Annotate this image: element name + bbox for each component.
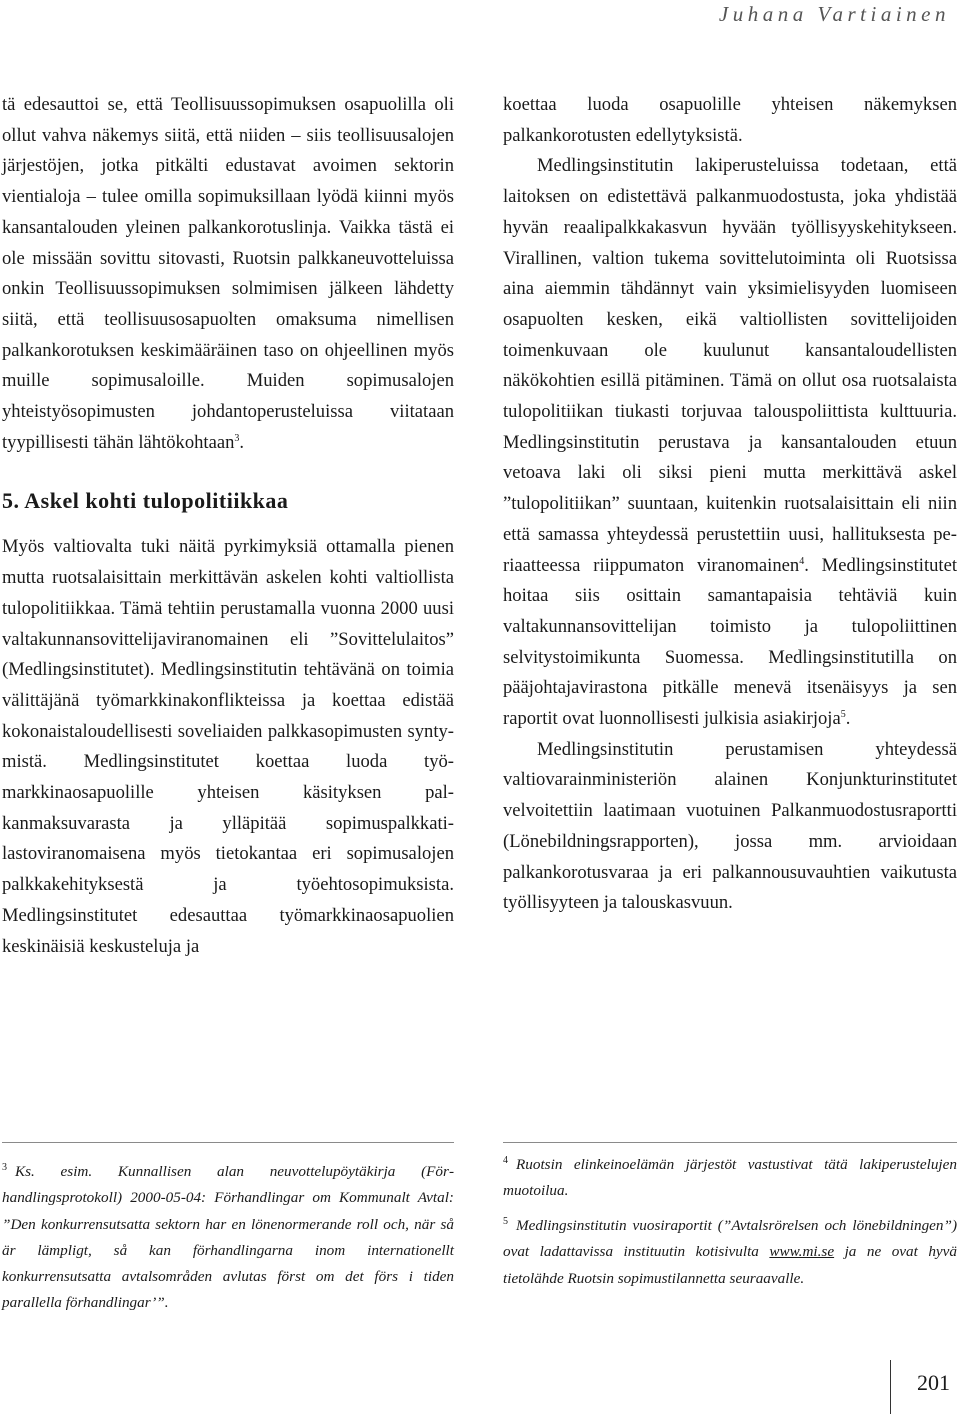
page-number-divider xyxy=(890,1360,891,1414)
paragraph: koettaa luoda osapuolille yhteisen näkemyksen palkankorotusten edellytyksistä. xyxy=(503,94,957,146)
right-column xyxy=(503,90,957,919)
footnote-5 xyxy=(503,1213,957,1292)
paragraph: Medlingsinstitutin perustamisen yhteydessä valtiovarainministeriön alainen Konjunkturinstitutet velvoitettiin laatimaan vuotuinen Palkanmuodostusraportti (Lönebildningsrapporten), jossa mm. arvioidaan palkankorotusvaraa ja eri palkannousuvauhtien vaikutusta työllisyyteen ja talouskasvuun. xyxy=(503,738,957,914)
period: . xyxy=(845,708,851,730)
paragraph-text: tä edesauttoi se, että Teollisuussopimuksen osapuolilla oli ollut vahva näkemys siitä, että niiden – siis teollisuusalojen järjestöjen, jotka pitkälti edustavat avoimen sektorin vientialoja – tulee omilla sopimuksillaan lyödä kiinni myös kansantalouden yleinen palkankorotuslinja. Vaikka tästä ei ole missään sovittu sitovasti, Ruotsin palkkaneuvotteluissa onkin Teollisuussopimuksen solmimisen jälkeen lähdetty siitä, että teollisuusosapuolten omaksuma nimellisen palkankorotuksen keskimääräinen taso on ohjeellinen myös muille sopimusaloille. Muiden sopimusalojen yhteistyösopimusten johdantoperusteluissa viitataan tyypillisesti tähän lähtökohtaan xyxy=(2,94,454,453)
footnote-divider xyxy=(503,1142,957,1143)
footnote-number: 4 xyxy=(503,1155,508,1166)
footnote-text: Medlingsinstitutin vuosiraportit (”Avtalsrörelsen och lönebildningen”) ovat ladattavissa instituutin kotisivulta xyxy=(503,1217,957,1261)
section-heading: 5. Askel kohti tulopolitiikkaa xyxy=(2,488,289,514)
footnote-text: Ks. esim. Kunnallisen alan neuvottelupöytäkirja (Förhandlingsprotokoll) 2000-05-04: Förhandlingar om Kommunalt Avtal: ”Den konkurrensutsatta sektorn har en lönenormerande roll och, när så är lämpligt, så kan förhandlingarna inom internationellt konkurrensutsatta avtalsområden avlutas först om det förs i tiden parallella förhandlingar’”. xyxy=(2,1163,454,1312)
footnote-ref-4[interactable]: 4 xyxy=(799,555,805,567)
footnote-divider xyxy=(2,1142,454,1143)
running-head: Juhana Vartiainen xyxy=(718,2,950,26)
paragraph-text: Medlingsinstitutin lakiperusteluissa todetaan, että laitoksen on edistettävä palkanmuodostusta, joka yhdistää hyvän reaalipalkkakasvun hyvään työllisyyskehitykseen. Virallinen, valtion tukema sovittelutoiminta oli Ruotsissa aina aiemmin tähdännyt vain yksimielisyyden luomiseen osapuolten kesken, eikä valtiollisten sovittelijoiden toimenkuvaan ole kuulunut kansantaloudellisten näkökohtien esillä pitäminen. Tämä on ollut osa ruotsalaista tulopolitiikan tiukasti torjuvaa talouspoliittista kulttuuria. Medlingsinstitutin perustava ja kansantalouden etuun vetoava laki oli siksi pieni mutta merkittävä askel ”tulopolitiikan” suuntaan, kuitenkin ruotsalaisittain eli niin että samassa yhteydessä perustettiin uusi, hallituksesta periaatteessa riippumaton viranomainen xyxy=(503,155,957,576)
footnote-text: Ruotsin elinkeinoelämän järjestöt vastustivat tätä lakiperustelujen muotoilua. xyxy=(503,1156,957,1200)
page-number: 201 xyxy=(917,1370,950,1395)
footnote-number: 3 xyxy=(2,1162,7,1173)
footnote-4 xyxy=(503,1152,957,1205)
footnote-text: ja ne ovat hyvä tietolähde Ruotsin sopimustilannetta seuraavalle. xyxy=(503,1243,958,1287)
left-column xyxy=(2,90,454,962)
footnote-ref-5[interactable]: 5 xyxy=(840,709,846,721)
paragraph: Myös valtiovalta tuki näitä pyrkimyksiä ottamalla pienen mutta ruotsalaisittain merkittävän askelen kohti valtiollista tulopolitiikkaa. Tämä tehtiin perustamalla vuonna 2000 uusi valtakunnansovittelijaviranomainen eli ”Sovittelulaitos” (Medlingsinstitutet). Medlingsinstitutin tehtävänä on toimia välittäjänä työmarkkinakonflikteissa ja koettaa edistää kokonaistaloudellisesti soveliaiden palkkasopimusten syntymistä. Medlingsinstitutet koettaa luoda työmarkkinaosapuolille yhteisen käsityksen palkanmaksuvarasta ja ylläpitää sopimuspalkkatilastoviranomaisena myös tietokantaa eri sopimusalojen palkkakehityksestä ja työehtosopimuksista. Medlingsinstitutet edesauttaa työmarkkinaosapuolien keskinäisiä keskusteluja ja xyxy=(2,536,454,957)
footnote-3 xyxy=(2,1159,454,1317)
website-link[interactable]: www.mi.se xyxy=(769,1243,835,1261)
paragraph-text: . Medlingsinstitutet hoitaa siis osittain samantapaisia tehtäviä kuin valtakunnansovittelijan toimisto ja tulopoliittinen selvitystoimikunta Suomessa. Medlingsinstitutilla on pääjohtajavirastona pitkälle menevä itsenäisyys ja sen raportit ovat luonnollisesti julkisia asiakirjoja xyxy=(503,554,957,730)
paragraph xyxy=(503,151,957,734)
footnote-number: 5 xyxy=(503,1216,508,1227)
footnote-ref-3[interactable]: 3 xyxy=(234,432,240,444)
paragraph xyxy=(2,90,454,458)
period: . xyxy=(239,431,245,453)
